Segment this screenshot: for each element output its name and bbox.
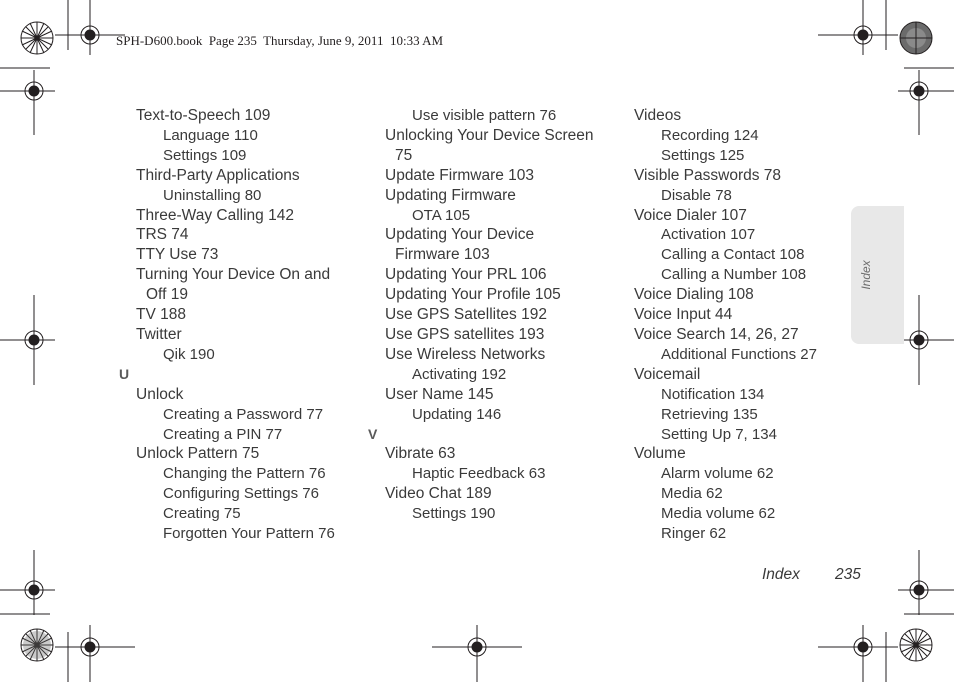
index-subentry: Notification 134 [661, 385, 765, 403]
index-subentry: Settings 190 [412, 505, 496, 523]
index-entry: Three-Way Calling 142 [136, 206, 294, 224]
index-entry: Volume [634, 445, 686, 463]
index-subentry: Use visible pattern 76 [412, 107, 557, 124]
index-entry: Updating Your Device [385, 226, 535, 244]
crosshair-mark-icon [55, 625, 135, 682]
index-subentry: Uninstalling 80 [163, 186, 262, 204]
index-entry-continuation: Firmware 103 [395, 246, 490, 264]
index-subentry: Settings 125 [661, 146, 745, 164]
index-entry: Updating Your Profile 105 [385, 286, 561, 304]
starburst-target-icon [21, 22, 53, 54]
index-entry: Updating Firmware [385, 186, 516, 204]
crosshair-mark-icon [898, 70, 954, 135]
index-entry: Updating Your PRL 106 [385, 266, 547, 284]
index-entry: Update Firmware 103 [385, 166, 535, 184]
index-entry: Use GPS Satellites 192 [385, 306, 547, 324]
index-subentry: Calling a Number 108 [661, 266, 807, 284]
gradient-target-icon [23, 631, 51, 659]
index-subentry: Forgotten Your Pattern 76 [163, 525, 335, 543]
index-entry: Visible Passwords 78 [634, 166, 782, 184]
crosshair-mark-icon [432, 625, 522, 682]
section-tab-label: Index [859, 260, 873, 290]
index-subentry: Updating 146 [412, 405, 502, 423]
index-entry: TV 188 [136, 306, 186, 324]
index-subentry: Media volume 62 [661, 505, 776, 523]
crosshair-mark-icon [0, 70, 55, 135]
index-entry: Voice Search 14, 26, 27 [634, 325, 799, 343]
index-subentry: Ringer 62 [661, 525, 727, 543]
index-subentry: Setting Up 7, 134 [661, 425, 777, 443]
index-subentry: OTA 105 [412, 206, 471, 224]
index-entry: Video Chat 189 [385, 485, 492, 503]
index-entry: TTY Use 73 [136, 246, 219, 264]
index-section-letter: U [119, 365, 130, 382]
crosshair-mark-icon [55, 0, 125, 55]
index-entry: Unlock Pattern 75 [136, 445, 260, 463]
index-entry: Use GPS satellites 193 [385, 325, 545, 343]
index-subentry: Calling a Contact 108 [661, 246, 805, 264]
index-entry: Third-Party Applications [136, 166, 300, 184]
index-subentry: Media 62 [661, 485, 723, 503]
index-entry: Videos [634, 107, 682, 124]
index-subentry: Additional Functions 27 [661, 345, 817, 363]
crosshair-mark-icon [0, 295, 55, 385]
index-entry-continuation: Off 19 [146, 286, 188, 304]
index-column-3 [634, 106, 874, 544]
index-entry: Voicemail [634, 365, 701, 383]
index-subentry: Creating a PIN 77 [163, 425, 283, 443]
page-number: 235 [835, 566, 861, 583]
index-subentry: Activating 192 [412, 365, 507, 383]
index-entry: Use Wireless Networks [385, 345, 546, 363]
crosshair-mark-icon [898, 295, 954, 385]
index-subentry: Qik 190 [163, 345, 215, 363]
index-subentry: Creating a Password 77 [163, 405, 324, 423]
index-column-2 [368, 106, 625, 524]
index-entry: User Name 145 [385, 385, 494, 403]
starburst-target-icon [900, 629, 932, 661]
index-entry: Text-to-Speech 109 [136, 107, 271, 124]
crosshair-mark-icon [898, 550, 954, 615]
index-subentry: Activation 107 [661, 226, 756, 244]
index-entry: Turning Your Device On and [136, 266, 331, 284]
index-subentry: Language 110 [163, 126, 258, 144]
index-entry: Vibrate 63 [385, 445, 456, 463]
footer-section-label: Index [762, 566, 800, 583]
index-subentry: Recording 124 [661, 126, 759, 144]
index-entry: Voice Input 44 [634, 306, 733, 324]
print-slug: SPH-D600.book Page 235 Thursday, June 9, 2011 10:33 AM [116, 33, 444, 48]
index-subentry: Haptic Feedback 63 [412, 465, 546, 483]
index-subentry: Alarm volume 62 [661, 465, 774, 483]
crosshair-mark-icon [0, 550, 55, 615]
index-subentry: Retrieving 135 [661, 405, 758, 423]
index-subentry: Disable 78 [661, 186, 732, 204]
index-section-letter: V [368, 425, 378, 442]
gradient-target-icon [900, 22, 932, 54]
index-column-1 [119, 106, 376, 544]
index-entry: Unlock [136, 385, 184, 403]
index-entry: TRS 74 [136, 226, 189, 244]
index-entry: Twitter [136, 325, 182, 343]
index-subentry: Changing the Pattern 76 [163, 465, 326, 483]
index-subentry: Creating 75 [163, 505, 241, 523]
index-subentry: Settings 109 [163, 146, 247, 164]
index-subentry: Configuring Settings 76 [163, 485, 319, 503]
index-entry: Unlocking Your Device Screen [385, 126, 594, 144]
index-entry: Voice Dialing 108 [634, 286, 754, 304]
index-entry: Voice Dialer 107 [634, 206, 747, 224]
index-entry-continuation: 75 [395, 146, 413, 164]
